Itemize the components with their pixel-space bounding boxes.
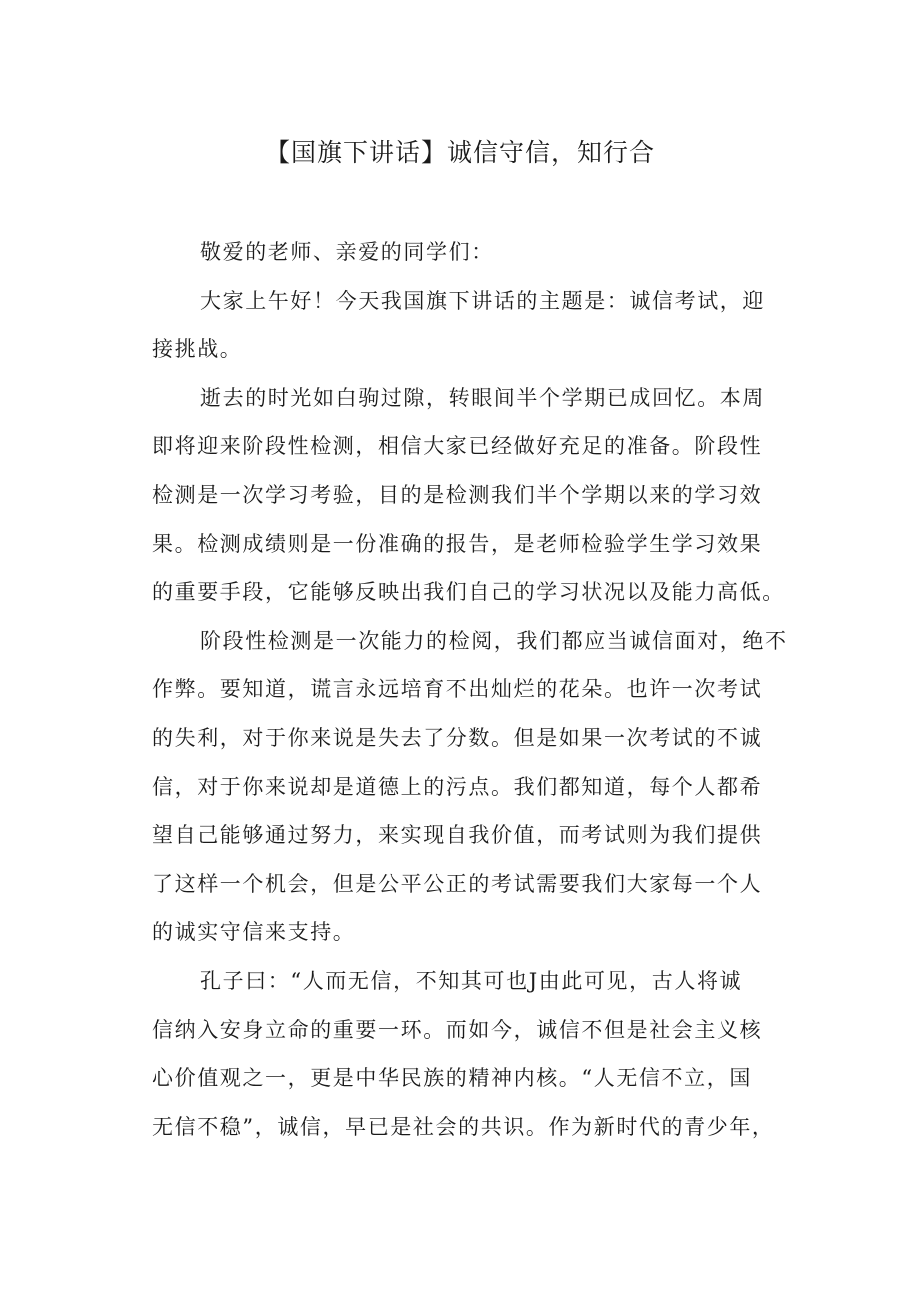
document-title: 【国旗下讲话】诚信守信，知行合 — [264, 138, 655, 167]
document-body — [152, 228, 792, 1151]
paragraph-line: 信纳入安身立命的重要一环。而如今，诚信不但是社会主义核 — [152, 1017, 763, 1042]
paragraph-line: 果。检测成绩则是一份准确的报告，是老师检验学生学习效果 — [152, 531, 763, 556]
paragraph-line: 无信不稳”，诚信，早已是社会的共识。作为新时代的青少年， — [152, 1114, 775, 1139]
paragraph-line: 的重要手段，它能够反映出我们自己的学习状况以及能力高低。 — [152, 580, 785, 605]
paragraph-line: 心价值观之一，更是中华民族的精神内核。“人无信不立，国 — [152, 1066, 752, 1091]
paragraph-line: 逝去的时光如白驹过隙，转眼间半个学期已成回忆。本周 — [200, 385, 765, 410]
greeting-line: 敬爱的老师、亲爱的同学们： — [200, 240, 494, 264]
paragraph-line: 阶段性检测是一次能力的检阅，我们都应当诚信面对，绝不 — [200, 628, 788, 653]
paragraph-line: 检测是一次学习考验，目的是检测我们半个学期以来的学习效 — [152, 482, 763, 507]
paragraph-line: 了这样一个机会，但是公平公正的考试需要我们大家每一个人 — [152, 871, 763, 896]
paragraph-line: 孔子曰：“人而无信，不知其可也J由此可见，古人将诚 — [200, 968, 743, 993]
paragraph-line: 信，对于你来说却是道德上的污点。我们都知道，每个人都希 — [152, 774, 763, 799]
paragraph-line: 接挑战。 — [152, 337, 243, 362]
paragraph-line: 望自己能够通过努力，来实现自我价值，而考试则为我们提供 — [152, 823, 763, 848]
paragraph-line: 大家上午好！今天我国旗下讲话的主题是：诚信考试，迎 — [200, 288, 765, 313]
paragraph-line: 的失利，对于你来说是失去了分数。但是如果一次考试的不诚 — [152, 725, 763, 750]
paragraph-line: 作弊。要知道，谎言永远培育不出灿烂的花朵。也许一次考试 — [152, 677, 763, 702]
paragraph-line: 的诚实守信来支持。 — [152, 920, 356, 945]
paragraph-line: 即将迎来阶段性检测，相信大家已经做好充足的准备。阶段性 — [152, 434, 763, 459]
